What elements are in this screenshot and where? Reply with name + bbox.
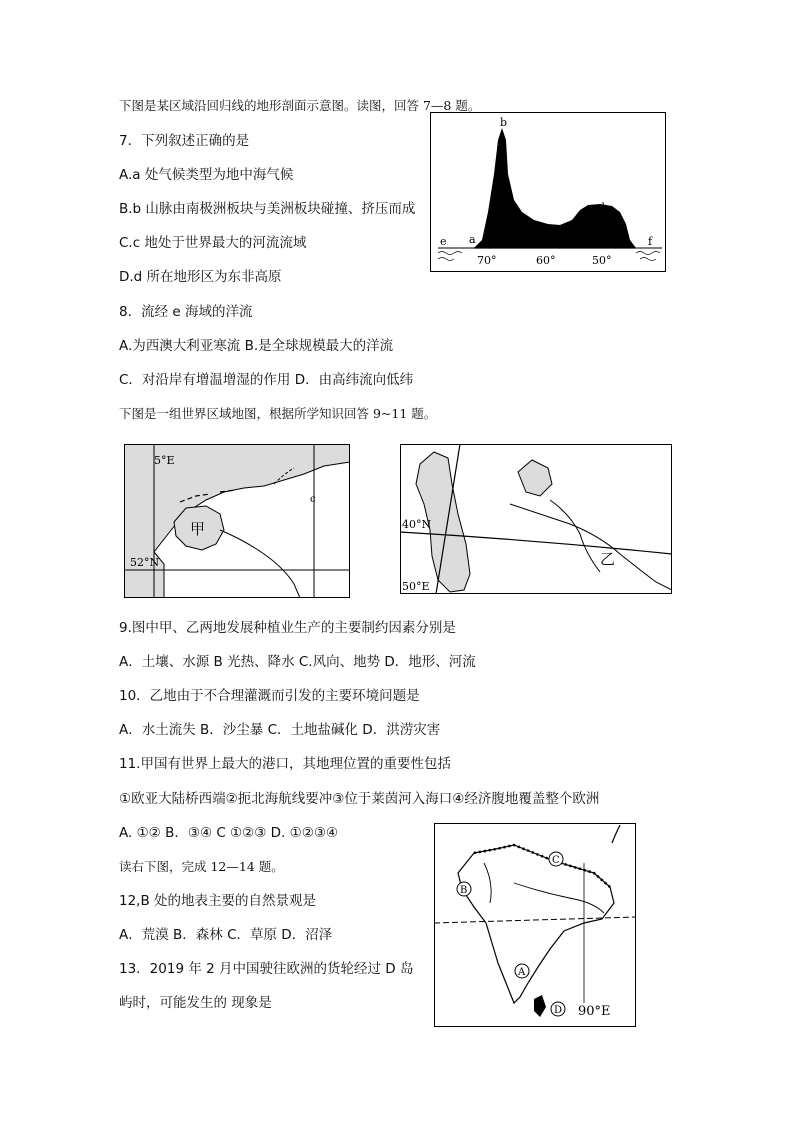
region-jia: 甲 bbox=[190, 520, 206, 538]
marker-c-label: C bbox=[552, 855, 560, 866]
question-11: 11.甲国有世界上最大的港口，其地理位置的重要性包括 bbox=[119, 756, 451, 772]
question-9: 9.图中甲、乙两地发展种植业生产的主要制约因素分别是 bbox=[119, 620, 456, 636]
question-7: 7．下列叙述正确的是 bbox=[119, 133, 250, 149]
label-c: c bbox=[552, 224, 559, 237]
map-central-asia bbox=[400, 444, 672, 594]
tick-60: 60° bbox=[536, 254, 556, 267]
terrain-profile-figure bbox=[430, 112, 666, 272]
label-40n: 40°N bbox=[402, 518, 432, 531]
marker-b-label: B bbox=[460, 885, 468, 896]
region-yi: 乙 bbox=[600, 550, 616, 568]
water-wave-left-2 bbox=[438, 258, 454, 261]
options-12: A．荒漠 B．森林 C．草原 D．沼泽 bbox=[119, 927, 333, 943]
question-12: 12,B 处的地表主要的自然景观是 bbox=[119, 893, 317, 909]
options-9: A．土壤、水源 B 光热、降水 C.风向、地势 D．地形、河流 bbox=[119, 654, 476, 670]
label-e: e bbox=[440, 235, 447, 248]
intro-7-8: 下图是某区域沿回归线的地形剖面示意图。读图，回答 7—8 题。 bbox=[119, 98, 481, 113]
options-8ab: A.为西澳大利亚寒流 B.是全球规模最大的洋流 bbox=[119, 338, 394, 354]
label-f: f bbox=[648, 235, 653, 248]
tick-70: 70° bbox=[477, 254, 497, 267]
label-90e: 90°E bbox=[578, 1004, 611, 1019]
tick-50: 50° bbox=[592, 254, 612, 267]
water-wave-left bbox=[438, 252, 462, 255]
question-10: 10．乙地由于不合理灌溉而引发的主要环境问题是 bbox=[119, 688, 420, 704]
water-wave-right-2 bbox=[640, 258, 656, 261]
marker-a-label: A bbox=[518, 967, 526, 978]
question-13-part2: 屿时，可能发生的 现象是 bbox=[119, 995, 272, 1011]
items-11: ①欧亚大陆桥西端②扼北海航线要冲③位于莱茵河入海口④经济腹地覆盖整个欧洲 bbox=[119, 791, 600, 807]
map-netherlands bbox=[124, 444, 350, 598]
option-7a: A.a 处气候类型为地中海气候 bbox=[119, 167, 294, 183]
label-5e: 5°E bbox=[154, 454, 175, 467]
label-d: d bbox=[598, 201, 606, 214]
map-south-asia bbox=[434, 823, 636, 1027]
label-c-map1: c bbox=[310, 494, 316, 505]
options-10: A．水土流失 B．沙尘暴 C．土地盐碱化 D．洪涝灾害 bbox=[119, 722, 441, 738]
intro-9-11: 下图是一组世界区域地图，根据所学知识回答 9~11 题。 bbox=[119, 406, 437, 421]
label-52n: 52°N bbox=[130, 556, 160, 569]
marker-d-label: D bbox=[554, 1005, 563, 1016]
label-a: a bbox=[469, 233, 476, 246]
intro-12-14: 读右下图，完成 12—14 题。 bbox=[119, 859, 284, 874]
water-wave-right bbox=[636, 252, 660, 255]
label-50e: 50°E bbox=[402, 580, 430, 593]
label-b: b bbox=[500, 116, 508, 129]
option-7c: C.c 地处于世界最大的河流流域 bbox=[119, 235, 307, 251]
option-7b: B.b 山脉由南极洲板块与美洲板块碰撞、挤压而成 bbox=[119, 201, 416, 217]
options-11: A. ①② B．③④ C ①②③ D. ①②③④ bbox=[119, 825, 339, 841]
question-13-part1: 13．2019 年 2 月中国驶往欧洲的货轮经过 D 岛 bbox=[119, 961, 414, 977]
question-8: 8．流经 e 海域的洋流 bbox=[119, 304, 253, 320]
option-7d: D.d 所在地形区为东非高原 bbox=[119, 269, 282, 285]
options-8cd: C．对沿岸有增温增湿的作用 D．由高纬流向低纬 bbox=[119, 372, 414, 388]
